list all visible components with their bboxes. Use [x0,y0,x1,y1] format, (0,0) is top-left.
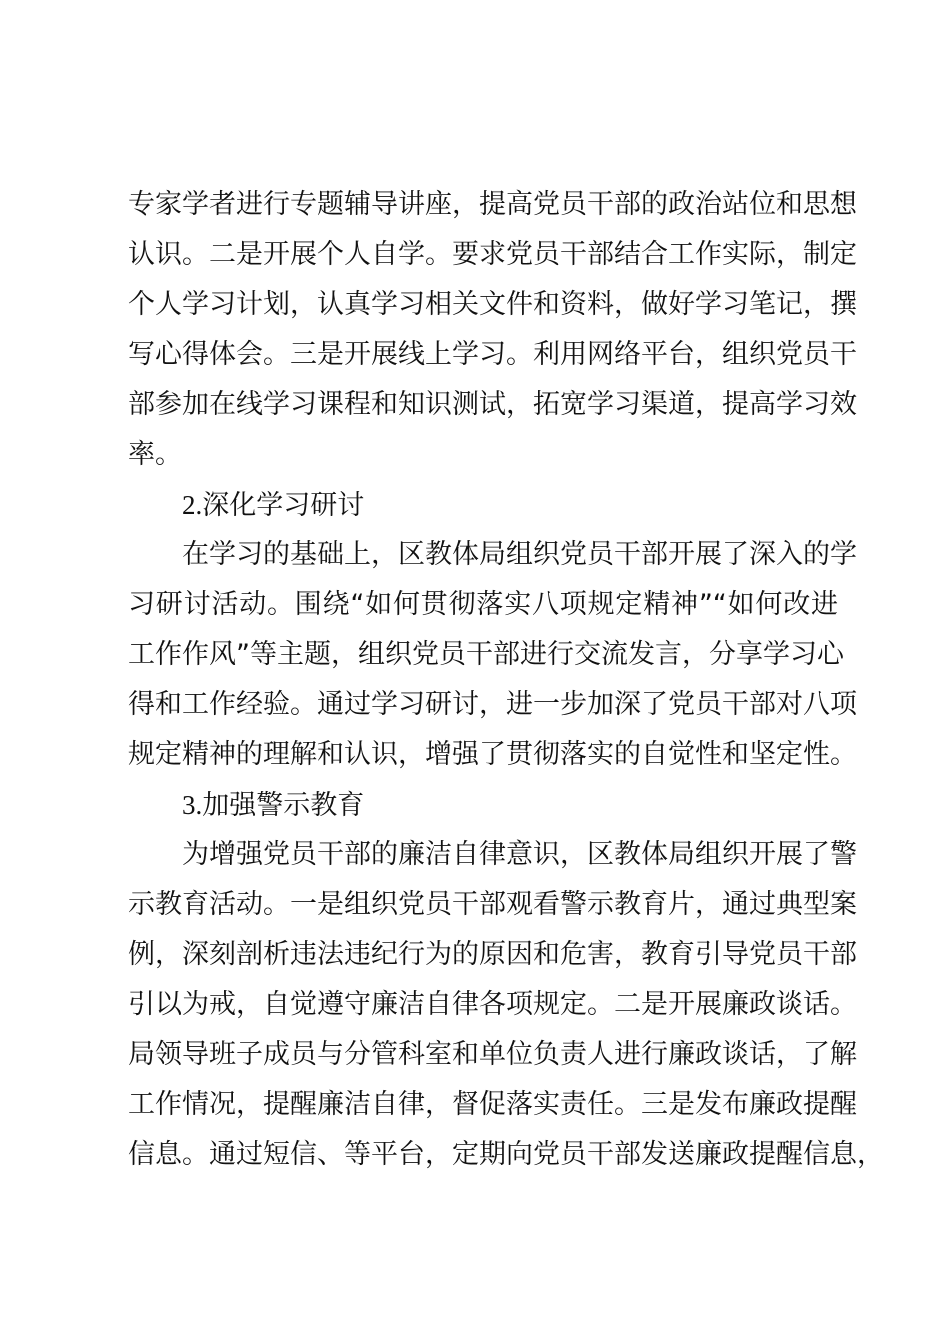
text-line: 为增强党员干部的廉洁自律意识，区教体局组织开展了警 [182,839,857,870]
section-title: 加强警示教育 [202,790,365,821]
document-body [128,180,884,1180]
text-line: 在学习的基础上，区教体局组织党员干部开展了深入的学 [182,539,857,570]
paragraph-study-methods [128,180,857,480]
text-line: 写心得体会。三是开展线上学习。利用网络平台，组织党员干 [128,339,857,370]
text-line: 局领导班子成员与分管科室和单位负责人进行廉政谈话，了解 [128,1039,857,1070]
text-line: 信息。通过短信、等平台，定期向党员干部发送廉政提醒信息， [128,1139,884,1170]
text-line: 部参加在线学习课程和知识测试，拓宽学习渠道，提高学习效 [128,389,857,420]
text-line: 引以为戒，自觉遵守廉洁自律各项规定。二是开展廉政谈话。 [128,989,857,1020]
text-line: 得和工作经验。通过学习研讨，进一步加深了党员干部对八项 [128,689,857,720]
text-line: 专家学者进行专题辅导讲座，提高党员干部的政治站位和思想 [128,189,857,220]
text-line: 工作情况，提醒廉洁自律，督促落实责任。三是发布廉政提醒 [128,1089,857,1120]
text-line: 工作作风”等主题，组织党员干部进行交流发言，分享学习心 [128,639,844,670]
text-line: 认识。二是开展个人自学。要求党员干部结合工作实际，制定 [128,239,857,270]
section-heading-3 [128,780,838,830]
text-line: 例，深刻剖析违法违纪行为的原因和危害，教育引导党员干部 [128,939,857,970]
text-line: 习研讨活动。围绕“如何贯彻落实八项规定精神”“如何改进 [128,589,838,620]
text-line: 率。 [128,439,182,470]
text-line: 规定精神的理解和认识，增强了贯彻落实的自觉性和坚定性。 [128,739,857,770]
section-number: 3. [182,790,203,820]
section-number: 2. [182,490,203,520]
paragraph-study-discussion [128,530,857,780]
paragraph-warning-education [128,830,884,1180]
section-title: 深化学习研讨 [202,490,365,521]
text-line: 个人学习计划，认真学习相关文件和资料，做好学习笔记，撰 [128,289,857,320]
section-heading-2 [128,480,838,530]
text-line: 示教育活动。一是组织党员干部观看警示教育片，通过典型案 [128,889,857,920]
